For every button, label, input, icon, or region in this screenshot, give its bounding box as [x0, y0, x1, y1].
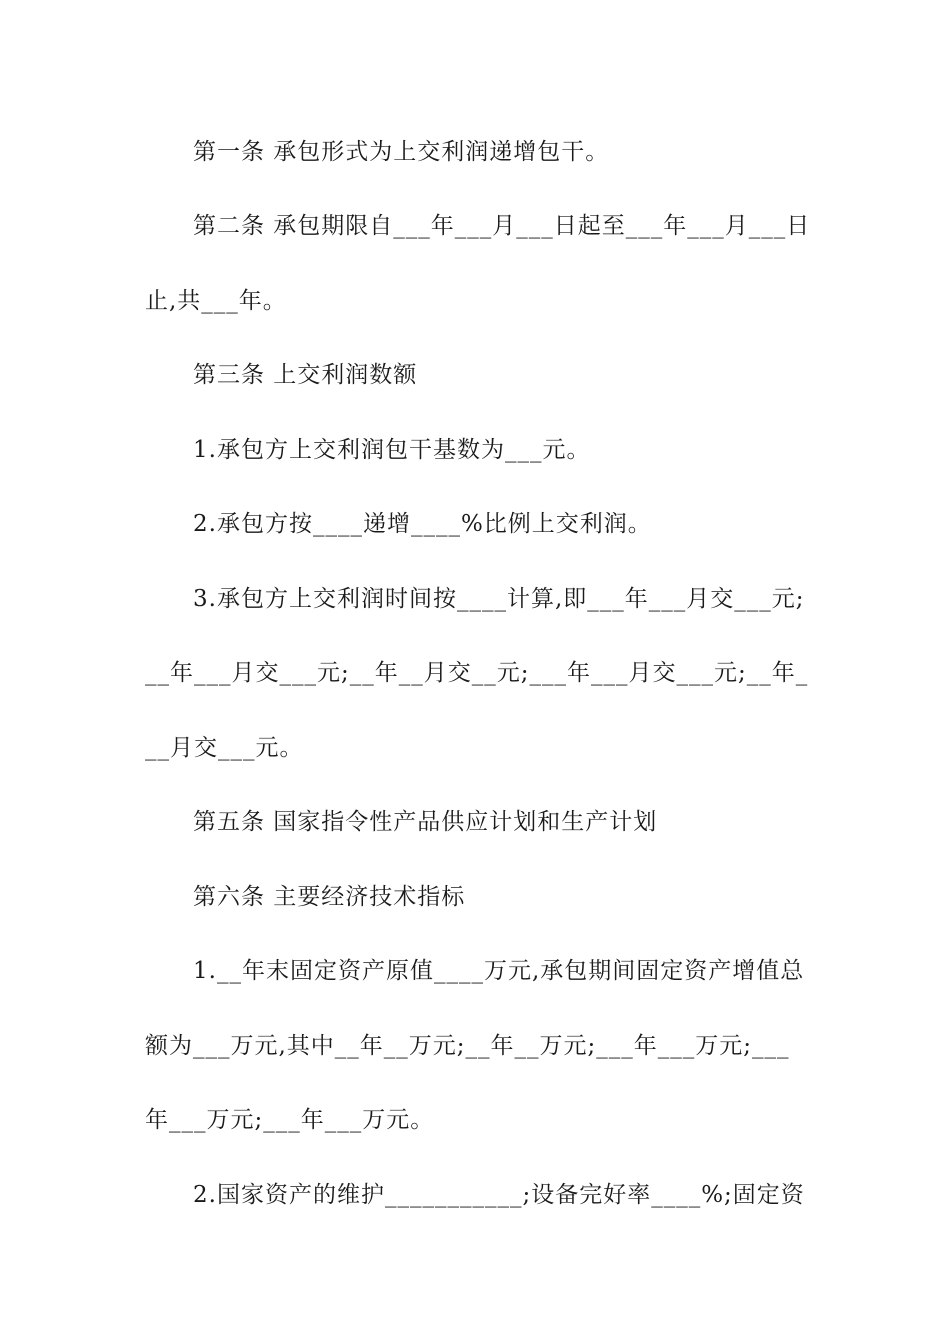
article-2-line: 第二条 承包期限自___年___月___日起至___年___月___日: [193, 213, 811, 239]
article-3-heading: 第三条 上交利润数额: [193, 362, 418, 388]
article-3-item-3: 3.承包方上交利润时间按____计算,即___年___月交___元;: [193, 586, 805, 612]
article-3-item-2: 2.承包方按____递增____%比例上交利润。: [193, 511, 652, 537]
article-6-heading: 第六条 主要经济技术指标: [193, 884, 466, 910]
article-6-item-2: 2.国家资产的维护___________;设备完好率____%;固定资: [193, 1182, 805, 1208]
article-6-item-1-continuation-2: 年___万元;___年___万元。: [145, 1107, 435, 1133]
article-5-heading: 第五条 国家指令性产品供应计划和生产计划: [193, 809, 658, 835]
article-6-item-1: 1.__年末固定资产原值____万元,承包期间固定资产增值总: [193, 958, 805, 984]
article-1-line: 第一条 承包形式为上交利润递增包干。: [193, 139, 610, 165]
article-3-item-3-continuation-2: __月交___元。: [145, 735, 304, 761]
article-2-continuation: 止,共___年。: [145, 288, 287, 314]
article-3-item-1: 1.承包方上交利润包干基数为___元。: [193, 437, 591, 463]
article-3-item-3-continuation-1: __年___月交___元;__年__月交__元;___年___月交___元;__年_: [145, 660, 809, 686]
article-6-item-1-continuation-1: 额为___万元,其中__年__万元;__年__万元;___年___万元;___: [145, 1033, 790, 1059]
